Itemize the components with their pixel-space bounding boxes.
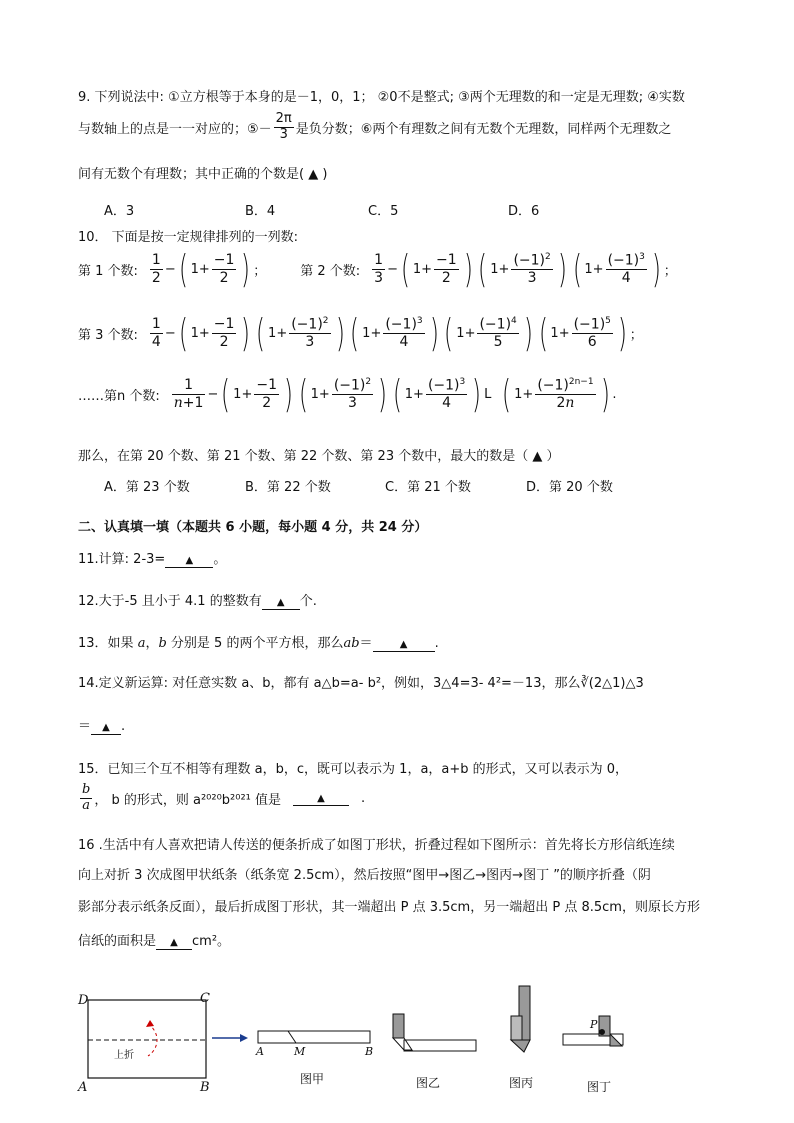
- q15-line1: 15．已知三个互不相等有理数 a，b，c，既可以表示为 1，a，a+b 的形式，又可以表示为 0，: [78, 762, 629, 777]
- label-a: A: [78, 1080, 88, 1095]
- caption-yi: 图乙: [416, 1076, 441, 1090]
- math-fraction: $\frac{1}{n+1}$: [173, 377, 204, 411]
- q16-line1: 16 .生活中有人喜欢把请人传送的便条折成了如图丁形状，折叠过程如下图所示：首先将长方形信纸连续: [78, 838, 675, 853]
- q14-blank[interactable]: ▲: [91, 719, 121, 735]
- q13-blank[interactable]: ▲: [373, 636, 435, 652]
- q10-row3: 第 3 个数: $\frac{1}{4}$ − ( 1+ $\frac{-1}{2}$ ) ( 1+ $\frac{(-1)^2}{3}$ ) ( 1+ $\frac{(-1)^3}{4}$ ) ( 1+ $\frac{(-1)^4}{5}$ ) ( 1+ $\frac{(-1)^5}{6}$ ) ；: [78, 311, 643, 355]
- q10-rown-label: ……第n 个数:: [78, 388, 160, 404]
- strip-ding-tip: [610, 1034, 622, 1046]
- q10-option-a[interactable]: A．第 23 个数: [104, 480, 190, 495]
- math-fraction: $\frac{1}{4}$: [151, 316, 161, 350]
- q15-blank[interactable]: ▲: [293, 790, 349, 806]
- q11: 11.计算: 2-3= ▲ 。: [78, 552, 227, 567]
- label-strip-b: B: [365, 1045, 374, 1058]
- strip-bing-front: [511, 1016, 522, 1040]
- q16-line2: 向上对折 3 次成图甲状纸条（纸条宽 2.5cm），然后按照“图甲→图乙→图丙→图丁 ”的顺序折叠（阴: [78, 868, 651, 883]
- strip-yi: [404, 1040, 476, 1051]
- point-p: [599, 1029, 605, 1035]
- q9-option-c[interactable]: C．5: [368, 204, 399, 219]
- q10-question: 那么，在第 20 个数、第 21 个数、第 22 个数、第 23 个数中，最大的数是（ ▲ ）: [78, 449, 560, 464]
- label-d: D: [78, 993, 89, 1008]
- fold-arrow-head: [146, 1020, 154, 1027]
- q16-line3: 影部分表示纸条反面），最后折成图丁形状，其一端超出 P 点 3.5cm，另一端超出 P 点 8.5cm，则原长方形: [78, 900, 700, 915]
- q10-rown: ……第n 个数: $\frac{1}{n+1}$ − ( 1+ $\frac{-1}{2}$ ) ( 1+ $\frac{(-1)^2}{3}$ ) ( 1+ $\frac{(-1)^3}{4}$ ) L ( 1+ $\frac{(-1)^{2n-1}}{2n}$ ) .: [78, 372, 617, 416]
- q9-option-a[interactable]: A．3: [104, 204, 135, 219]
- strip-jia-mark: [288, 1031, 296, 1043]
- q16-blank[interactable]: ▲: [156, 934, 192, 950]
- caption-jia: 图甲: [300, 1072, 325, 1086]
- label-strip-m: M: [294, 1045, 306, 1058]
- label-p: P: [590, 1018, 598, 1031]
- q11-text: 11.计算: 2-3=: [78, 552, 166, 567]
- q12: 12.大于-5 且小于 4.1 的整数有 ▲ 个.: [78, 594, 317, 609]
- q10-row2-label: 第 2 个数:: [300, 263, 361, 279]
- q9-option-b[interactable]: B．4: [245, 204, 276, 219]
- section2-title: 二、认真填一填（本题共 6 小题，每小题 4 分，共 24 分）: [78, 520, 428, 535]
- q16-line4: 信纸的面积是 ▲ cm²。: [78, 934, 231, 949]
- caption-ding: 图丁: [587, 1080, 612, 1094]
- q12-text: 12.大于-5 且小于 4.1 的整数有: [78, 594, 262, 609]
- q13: 13．如果 a，b 分别是 5 的两个平方根，那么ab＝ ▲ .: [78, 636, 439, 651]
- q15-line2: $\frac{b}{a}$ ， b 的形式，则 a²⁰²⁰b²⁰²¹ 值是 ▲ .: [82, 782, 366, 813]
- q14-line1: 14.定义新运算: 对任意实数 a、b，都有 a△b=a- b²，例如，3△4=3- 4²=－13，那么∛(2△1)△3: [78, 676, 644, 691]
- label-fold: 上折: [114, 1050, 134, 1061]
- strip-yi-shaded: [393, 1014, 404, 1038]
- caption-bing: 图丙: [509, 1076, 534, 1090]
- q10-option-b[interactable]: B．第 22 个数: [245, 480, 331, 495]
- q9-line2-a: 与数轴上的点是一一对应的；⑤－: [78, 121, 272, 137]
- q10-row1: 第 1 个数: $\frac{1}{2}$ − ( 1+ $\frac{-1}{2}$ ) ； 第 2 个数: $\frac{1}{3}$ − ( 1+ $\frac{-1}{2}$ ) ( 1+ $\frac{(-1)^2}{3}$ ) ( 1+ $\frac{(-1)^3}{4}$ ) ；: [78, 247, 677, 291]
- label-b: B: [200, 1080, 210, 1095]
- q9-line2-b: 是负分数；⑥两个有理数之间有无数个无理数，同样两个无理数之: [295, 121, 672, 137]
- q10-option-c[interactable]: C．第 21 个数: [385, 480, 471, 495]
- q10-row1-label: 第 1 个数:: [78, 263, 138, 279]
- q12-blank[interactable]: ▲: [262, 594, 300, 610]
- q10-option-d[interactable]: D．第 20 个数: [526, 480, 613, 495]
- strip-jia: [258, 1031, 370, 1043]
- q14-line2: ＝ ▲ .: [78, 719, 126, 734]
- step-arrow-head: [240, 1034, 248, 1042]
- math-fraction: $\frac{1}{3}$: [374, 252, 384, 286]
- label-strip-a: A: [256, 1045, 264, 1058]
- q9-line3: 间有无数个有理数；其中正确的个数是( ▲ ): [78, 167, 328, 182]
- q9-frac-num: 2π: [275, 111, 292, 126]
- q9-frac-den: 3: [279, 126, 288, 142]
- math-fraction: $\frac{1}{2}$: [151, 252, 161, 286]
- q9-option-d[interactable]: D．6: [508, 204, 540, 219]
- q15-fraction: $\frac{b}{a}$: [82, 782, 91, 813]
- q9-line1: 9. 下列说法中: ①立方根等于本身的是－1，0，1； ②0不是整式; ③两个无理数的和一定是无理数; ④实数: [78, 90, 685, 105]
- q10-stem: 10． 下面是按一定规律排列的一列数:: [78, 230, 299, 245]
- label-c: C: [200, 991, 210, 1006]
- q11-blank[interactable]: ▲: [165, 552, 213, 568]
- strip-bing-tip: [511, 1040, 530, 1052]
- paper-rectangle: [88, 1000, 206, 1078]
- q10-row3-label: 第 3 个数:: [78, 327, 138, 343]
